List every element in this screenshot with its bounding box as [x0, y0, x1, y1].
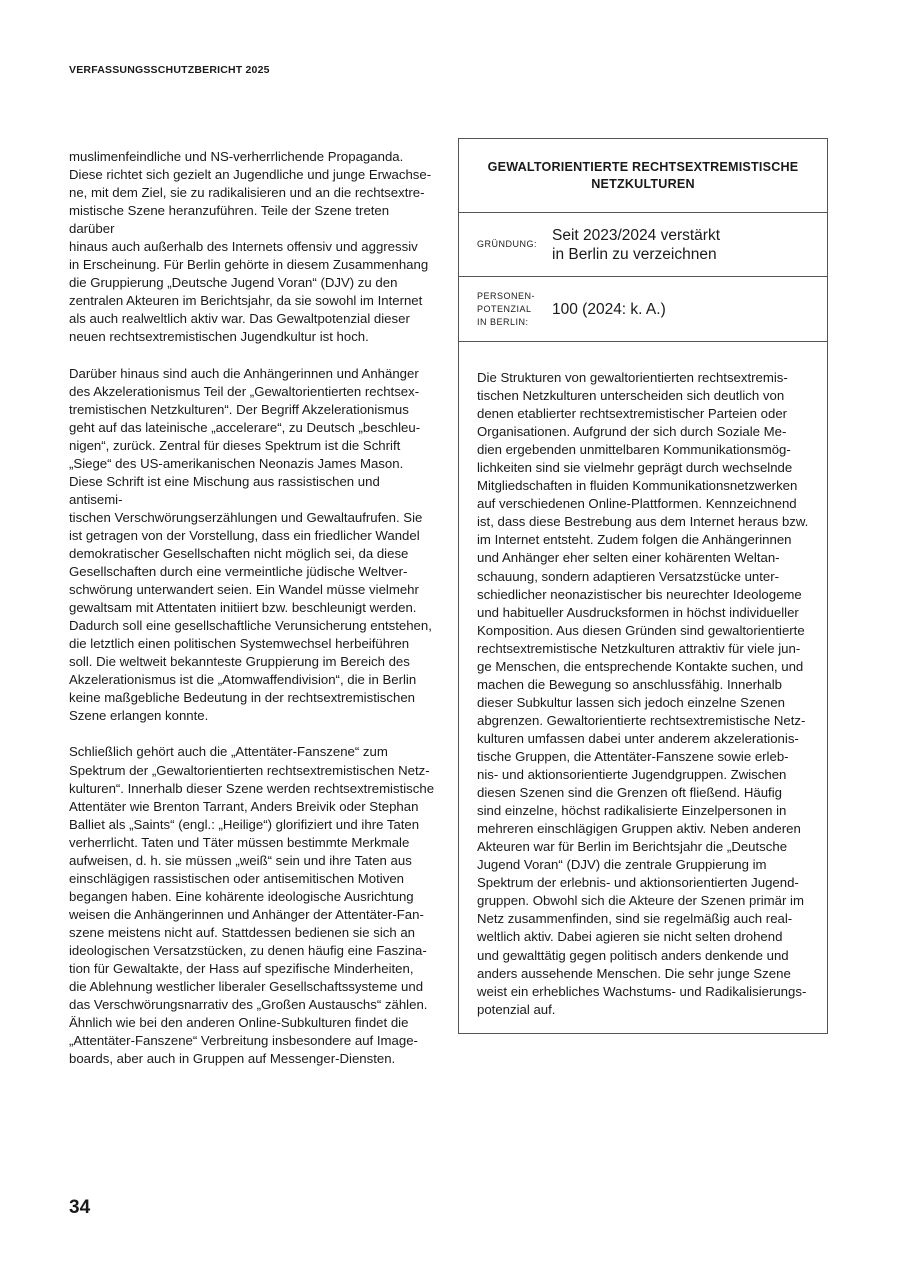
founding-value: Seit 2023/2024 verstärkt in Berlin zu verzeichnen [552, 226, 721, 263]
running-header: VERFASSUNGSSCHUTZBERICHT 2025 [69, 64, 270, 76]
founding-label: GRÜNDUNG: [477, 239, 537, 249]
potential-label: PERSONEN- POTENZIAL IN BERLIN: [477, 290, 536, 327]
info-box-title: GEWALTORIENTIERTE RECHTSEXTREMISTISCHE NETZKULTUREN [459, 139, 827, 213]
page-number: 34 [69, 1197, 91, 1218]
potential-row [459, 277, 827, 342]
paragraph: muslimenfeindliche und NS-verherrlichende Propaganda. Diese richtet sich gezielt an Jugendliche und junge Erwachse- ne, mit dem Ziel, sie zu radikalisieren und an die rechtsextre- mistische Szene heranzuführen. Teile der Szene treten darüber hinaus auch außerhalb des Internets offensiv und aggressiv in Erscheinung. Für Berlin gehörte in diesem Zusammenhang die Gruppierung „Deutsche Jugend Voran“ (DJV) zu den zentralen Akteuren im Berichtsjahr, da sie sowohl im Internet als auch realweltlich aktiv war. Das Gewaltpotenzial dieser neuen rechtsextremistischen Jugendkultur ist hoch. [69, 149, 432, 345]
main-text-column [69, 148, 435, 1086]
paragraph: Darüber hinaus sind auch die Anhängerinnen und Anhänger des Akzelerationismus Teil der „Gewaltorientierten rechtsex- tremistischen Netzkulturen“. Der Begriff Akzelerationismus geht auf das lateinische „accelerare“, zu Deutsch „beschleu- nigen“, zurück. Zentral für dieses Spektrum ist die Schrift „Siege“ des US-amerikanischen Neonazis James Mason. Diese Schrift ist eine Mischung aus rassistischen und antisemi- tischen Verschwörungserzählungen und Gewaltaufrufen. Sie ist getragen von der Vorstellung, dass ein friedlicher Wandel demokratischer Gesellschaften nicht möglich sei, da diese Gesellschaften durch eine vermeintliche jüdische Weltver- schwörung unterwandert seien. Ein Wandel müsse vielmehr gewaltsam mit Attentaten initiiert bzw. beschleunigt werden. Dadurch soll eine gesellschaftliche Verunsicherung entstehen, die letztlich einen politischen Systemwechsel herbeiführen soll. Die weltweit bekannteste Gruppierung im Bereich des Akzelerationismus ist die „Atomwaffendivision“, die in Berlin keine maßgebliche Bedeutung in der rechtsextremistischen Szene erlangen konnte. [69, 365, 432, 724]
potential-value: 100 (2024: k. A.) [552, 300, 666, 318]
paragraph: Schließlich gehört auch die „Attentäter-Fanszene“ zum Spektrum der „Gewaltorientierten rechtsextremistischen Netz- kulturen“. Innerhalb dieser Szene werden rechtsextremistische Attentäter wie Brenton Tarrant, Anders Breivik oder Stephan Balliet als „Saints“ (engl.: „Heilige“) glorifiziert und ihre Taten verherrlicht. Taten und Täter müssen bestimmte Merkmale aufweisen, d. h. sie müssen „weiß“ sein und ihre Taten aus einschlägigen rassistischen oder antisemitischen Motiven begangen haben. Eine kohärente ideologische Ausrichtung weisen die Anhängerinnen und Anhänger der Attentäter-Fan- szene meistens nicht auf. Stattdessen bedienen sie sich an ideologischen Versatzstücken, zu denen häufig eine Faszina- tion für Gewaltakte, der Hass auf spezifische Minderheiten, die Ablehnung westlicher liberaler Gesellschaftssysteme und das Verschwörungsnarrativ des „Großen Austauschs“ zählen. Ähnlich wie bei den anderen Online-Subkulturen findet die „Attentäter-Fanszene“ Verbreitung insbesondere auf Image- boards, aber auch in Gruppen auf Messenger-Diensten. [69, 744, 435, 1067]
founding-row [459, 213, 827, 277]
info-box-body: Die Strukturen von gewaltorientierten rechtsextremis- tischen Netzkulturen unterscheiden sich deutlich von denen etablierter rechtsextremistischer Parteien oder Organisationen. Aufgrund der sich durch Soziale Me- dien ergebenden unmittelbaren Kommunikationsmög- lichkeiten sind sie vielmehr geprägt durch wechselnde Mitgliedschaften in fluiden Kommunikationsnetzwerken auf verschiedenen Online-Plattformen. Kennzeichnend ist, dass diese Bestrebung aus dem Internet heraus bzw. im Internet entsteht. Zudem folgen die Anhängerinnen und Anhänger eher selten einer kohärenten Weltan- schauung, sondern adaptieren Versatzstücke unter- schiedlicher neonazistischer bis neurechter Ideologeme und habitueller Ausdrucksformen in höchst individueller Komposition. Aus diesen Gründen sind gewaltorientierte rechtsextremistische Netzkulturen attraktiv für viele jun- ge Menschen, die entsprechende Kontakte suchen, und machen die Bewegung so anschlussfähig. Innerhalb dieser Subkultur lassen sich jedoch einzelne Szenen abgrenzen. Gewaltorientierte rechtsextremistische Netz- kulturen umfassen dabei unter anderem akzelerationis- tische Gruppen, die Attentäter-Fanszene sowie erleb- nis- und aktionsorientierte Jugendgruppen. Zwischen diesen Szenen sind die Grenzen oft fließend. Häufig sind einzelne, höchst radikalisierte Einzelpersonen in mehreren einschlägigen Gruppen aktiv. Neben anderen Akteuren war für Berlin im Berichtsjahr die „Deutsche Jugend Voran“ (DJV) die zentrale Gruppierung im Spektrum der erlebnis- und aktionsorientierten Jugend- gruppen. Obwohl sich die Akteure der Szenen primär im Netz zusammenfinden, sind sie regelmäßig auch real- weltlich aktiv. Dabei agieren sie nicht selten drohend und gewalttätig gegen politisch anders denkende und anders aussehende Menschen. Die sehr junge Szene weist ein erhebliches Wachstums- und Radikalisierungs- potenzial auf. [477, 370, 809, 1017]
info-box [458, 138, 828, 1034]
